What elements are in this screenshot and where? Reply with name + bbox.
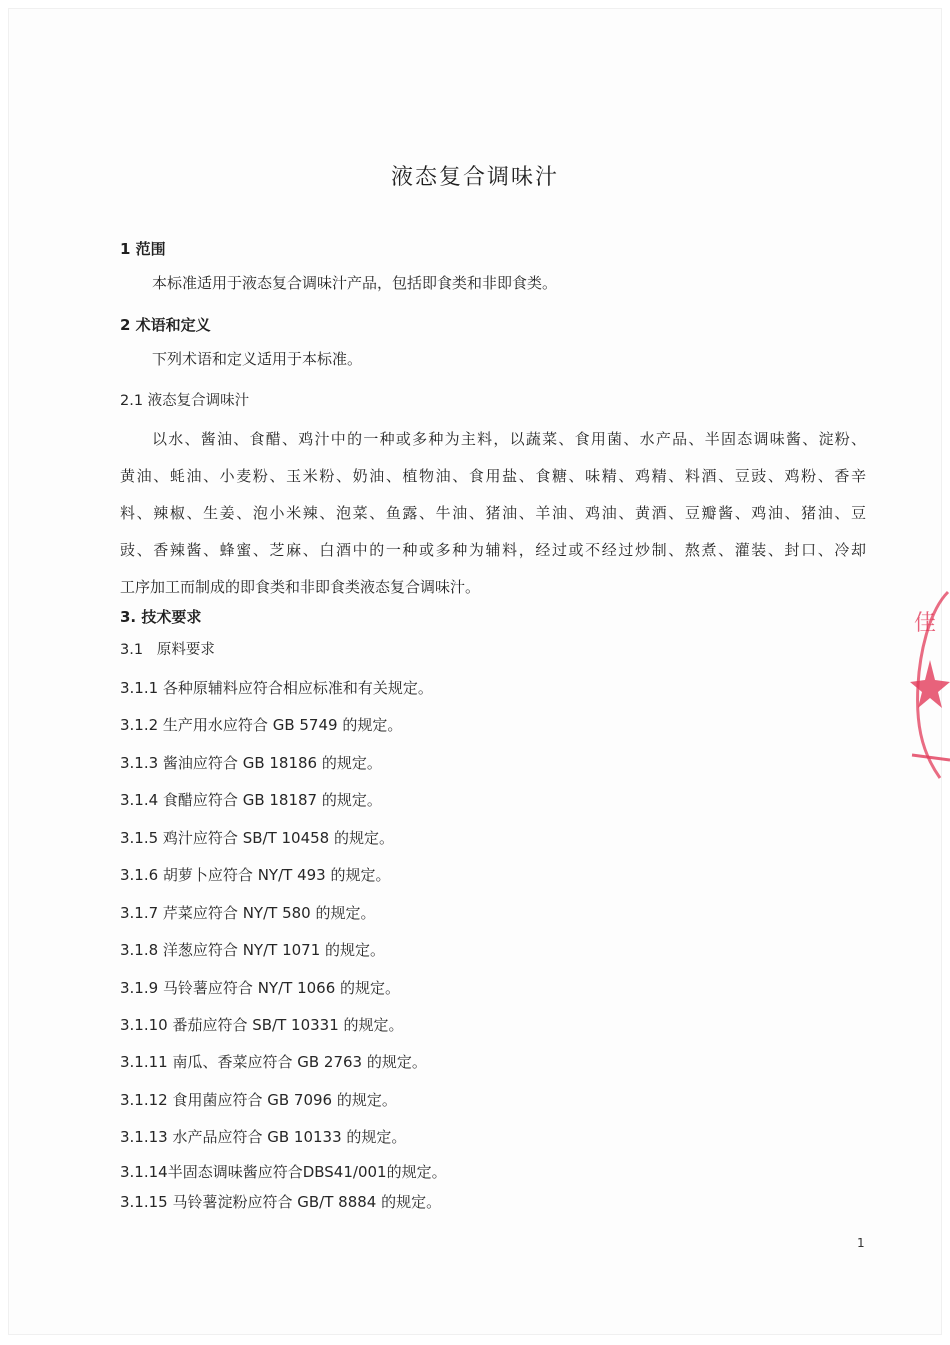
requirement-item: 3.1.9 马铃薯应符合 NY/T 1066 的规定。 bbox=[120, 979, 401, 997]
seal-stamp-icon bbox=[900, 590, 950, 780]
requirement-item: 3.1.8 洋葱应符合 NY/T 1071 的规定。 bbox=[120, 941, 386, 959]
section-3-heading: 3. 技术要求 bbox=[120, 608, 202, 626]
requirement-item: 3.1.1 各种原辅料应符合相应标准和有关规定。 bbox=[120, 679, 433, 697]
section-1-text: 本标准适用于液态复合调味汁产品，包括即食类和非即食类。 bbox=[152, 274, 558, 292]
requirement-item: 3.1.6 胡萝卜应符合 NY/T 493 的规定。 bbox=[120, 866, 391, 884]
page-number: 1 bbox=[857, 1236, 865, 1250]
requirement-item: 3.1.10 番茄应符合 SB/T 10331 的规定。 bbox=[120, 1016, 404, 1034]
requirement-item: 3.1.14半固态调味酱应符合DBS41/001的规定。 bbox=[120, 1163, 447, 1181]
definition-line-2: 黄油、蚝油、小麦粉、玉米粉、奶油、植物油、食用盐、食糖、味精、鸡精、料酒、豆豉、鸡粉、香辛 bbox=[120, 467, 866, 485]
document-title: 液态复合调味汁 bbox=[390, 165, 559, 190]
definition-line-5: 工序加工而制成的即食类和非即食类液态复合调味汁。 bbox=[120, 578, 481, 596]
requirement-item: 3.1.15 马铃薯淀粉应符合 GB/T 8884 的规定。 bbox=[120, 1193, 442, 1211]
requirement-item: 3.1.5 鸡汁应符合 SB/T 10458 的规定。 bbox=[120, 829, 394, 847]
definition-line-1: 以水、酱油、食醋、鸡汁中的一种或多种为主料，以蔬菜、食用菌、水产品、半固态调味酱、淀粉、 bbox=[152, 430, 866, 448]
requirement-item: 3.1.13 水产品应符合 GB 10133 的规定。 bbox=[120, 1128, 407, 1146]
stamp-text: 佳 bbox=[914, 611, 937, 636]
requirement-item: 3.1.2 生产用水应符合 GB 5749 的规定。 bbox=[120, 716, 403, 734]
section-3-1-heading: 3.1 原料要求 bbox=[120, 642, 215, 658]
definition-line-4: 豉、香辣酱、蜂蜜、芝麻、白酒中的一种或多种为辅料，经过或不经过炒制、熬煮、灌装、封口、冷却 bbox=[120, 541, 866, 559]
section-2-text: 下列术语和定义适用于本标准。 bbox=[152, 350, 363, 368]
section-2-1-heading: 2.1 液态复合调味汁 bbox=[120, 393, 250, 409]
requirement-item: 3.1.11 南瓜、香菜应符合 GB 2763 的规定。 bbox=[120, 1053, 427, 1071]
requirement-item: 3.1.12 食用菌应符合 GB 7096 的规定。 bbox=[120, 1091, 397, 1109]
section-2-heading: 2 术语和定义 bbox=[120, 316, 211, 334]
requirement-item: 3.1.7 芹菜应符合 NY/T 580 的规定。 bbox=[120, 904, 376, 922]
requirement-item: 3.1.4 食醋应符合 GB 18187 的规定。 bbox=[120, 791, 382, 809]
section-1-heading: 1 范围 bbox=[120, 240, 166, 258]
definition-line-3: 料、辣椒、生姜、泡小米辣、泡菜、鱼露、牛油、猪油、羊油、鸡油、黄酒、豆瓣酱、鸡油、猪油、豆 bbox=[120, 504, 866, 522]
requirement-item: 3.1.3 酱油应符合 GB 18186 的规定。 bbox=[120, 754, 382, 772]
